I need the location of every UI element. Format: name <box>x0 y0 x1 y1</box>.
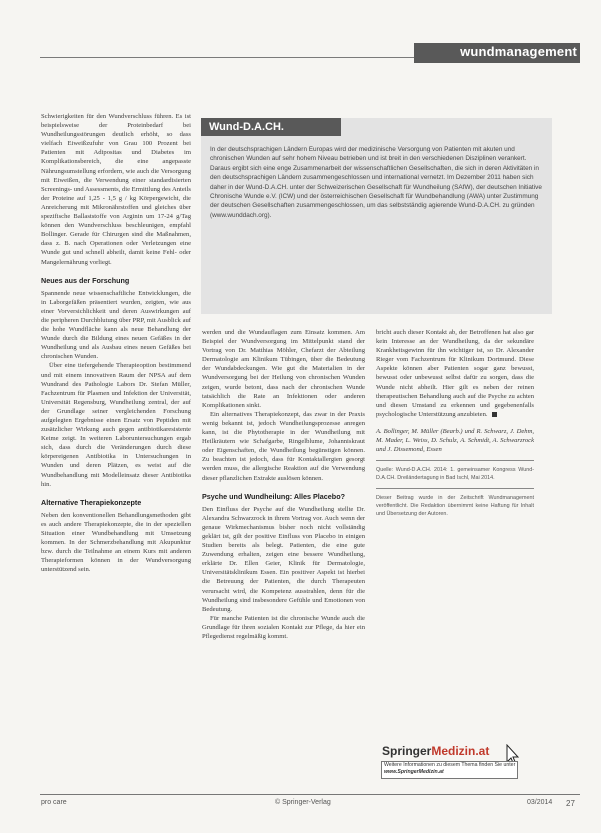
paragraph: Den Einfluss der Psyche auf die Wundheilung stellte Dr. Alexandra Schwarzrock in ihrem Vortrag vor. Auch wenn der genaue Wirkmechanismus bisher noch nicht vollständig geklärt ist, gilt der positive Einfluss von Placebo in einigen Studien bereits als belegt. Patienten, die eine gute Zuwendung erhalten, zeigen eine bessere Wundheilung, erklärte Dr. Ellen Geier, Klinik für Dermatologie, Universitätsklinikum Essen. Ein positiver Aspekt ist hierbei die Betreuung der Patienten, die durch Therapeuten verursacht wird, die Kompetenz ausstrahlen, denn für die Wundheilung sind insbesondere Gefühle und Emotionen von Bedeutung. <box>202 505 365 613</box>
springer-medizin-logo: SpringerMedizin.at <box>382 744 490 758</box>
springer-link[interactable]: www.SpringerMedizin.at <box>384 769 444 775</box>
column-left <box>41 112 191 575</box>
authors: A. Bollinger, M. Müller (Bearb.) und R. Schwarz, J. Dehm, M. Mader, L. Weiss, D. Schulz, A. Schmidt, A. Schwarzrock und J. Dissemond, Essen <box>376 427 534 454</box>
paragraph: Schwierigkeiten für den Wundverschluss führen. Es ist beispielsweise der Proteinbedarf bei Wundheilungsstörungen deutlich erhöht, so dass vielfach Eiweißzufuhr von Grau 100 Prozent bei Patienten mit Adipositas und Diabetes im Komplikationsbereich, die eine angepasste Nährungsumstellung erfordern, wie auch die Versorgung mit Eiweißen, die Verwendung einer standardisierten Screenings- und Assessments, die Ermittlung des Anteils der Proteine auf 1,25 - 1,5 g / kg Körpergewicht, die Anreicherung mit Mikronährstoffen und gleiches über spezifische Ballaststoffe von Arginin um 17-24 g/Tag können den Wundverschluss beschleunigen, empfahl Bollinger. Gerade für Chirurgen sind die Maßnahmen, dass z. B. nach Operationen oder Verletzungen eine Wunde gut und schnell abheilt, damit keine Fehl- oder Mangelernährung vorliegt. <box>41 113 191 266</box>
column-middle <box>202 328 365 641</box>
paragraph: Neben den konventionellen Behandlungsmethoden gibt es auch andere Therapiekonzepte, die in der speziellen Situation einer Wundbehandlung mit Umsetzung kommen. In der Schmerzbehandlung mit Akupunktur bzw. durch die Teilnahme an einem Kurs mit anderen Therapieformen können in der Wundversorgung unterstützend sein. <box>41 511 191 574</box>
end-of-article-mark <box>492 412 497 417</box>
paragraph: bricht auch dieser Kontakt ab, der Betroffenen hat also gar kein Interesse an der Wundheilung, da der sekundäre Krankheitsgewinn für ihn wichtiger ist, so Dr. Alexander Rieger vom Fachzentrum für Klinikum Dortmund. Diese Aspekte können aber Patienten sogar ganz bewusst, bewusst oder unbewusst selbst dafür zu sorgen, dass die Wunde nicht abheilt. Hier gilt es neben der reinen therapeutischen Behandlung auch auf die Psyche zu achten und diesen Umstand zu erkennen und gegebenenfalls psychologische Unterstützung anzubieten. <box>376 329 534 418</box>
springer-info-text: Weitere Informationen zu diesem Thema finden Sie unter www.SpringerMedizin.at <box>384 762 516 775</box>
subheading-psyche: Psyche und Wundheilung: Alles Placebo? <box>202 491 345 501</box>
footer-issue: 03/2014 <box>527 799 553 806</box>
editorial-note: Dieser Beitrag wurde in der Zeitschrift Wundmanagement veröffentlicht. Die Redaktion übernimmt keine Haftung für Inhalt und Übersetzung der Autoren. <box>376 495 534 517</box>
paragraph: Spannende neue wissenschaftliche Entwicklungen, die in Laborgefäßen präsentiert wurden, zeigten, wie aus einer Vorversichlichkeit und deren Auswirkungen auf die peripheren Durchblutung über PRP, mit Ausblick auf die hohe Wundfläche kann als neue Behandlung der Wunde durch die Bildung eines neuen Gefäßes in der Wundheilung und als Ausbau eines neuen Gefäßes bei chronischen Wunden. <box>41 289 191 361</box>
divider <box>376 488 534 489</box>
info-box-title: Wund-D.A.CH. <box>201 118 341 136</box>
column-right <box>376 328 534 518</box>
footer-rule <box>40 794 580 795</box>
page-number: 27 <box>566 799 575 808</box>
paragraph: werden und die Wundauflagen zum Einsatz kommen. Am Beispiel der Wundversorgung im Mittelpunkt stand der Vortrag von Dr. Matthias Möhler, Chefarzt der Abteilung Dermatologie am Klinikum Tübingen, über die Bedeutung der Wundabdeckungen. Wie gut die Materialien in der Wundversorgung bei der Heilung von chronischen Wunden zeigen, wurde betont, dass nach der chronischen Wunde tatsächlich die Rate an Infektionen oder anderen Komplikationen sinkt. <box>202 329 365 409</box>
footer-journal: pro care <box>41 799 67 806</box>
paragraph: Für manche Patienten ist die chronische Wunde auch die Grundlage für ihren sozialen Kontakt zur Pflege, da hier ein Pflegedienst regelmäßig kommt. <box>202 614 365 640</box>
subheading-alternative-therapy: Alternative Therapiekonzepte <box>41 497 142 507</box>
info-box-text: In der deutschsprachigen Ländern Europas wird der medizinische Versorgung von Patienten mit akuten und chronischen Wunden auf sehr hohem Niveau betrieben und ist breit in den verschiedenen Disziplinen verankert. Daraus ergibt sich eine enge Zusammenarbeit der wissenschaftlichen Gesellschaften, die sich in deren Aktivitäten in den deutschsprachigen Ländern zusammengeschlossen und international vernetzt. Im Dezember 2011 haben sich daher in der Wund-D.A.CH. unter der Schweizerischen Gesellschaft für Wundheilung (SAfW), der deutschen Initiative Chronische Wunde e.V. (ICW) und der österreichischen Gesellschaft für Wundbehandlung (AWA) unter Zustimmung der deutschen Gesellschaften zusammengeschlossen, um das selbstständig agierende Wund-D.A.CH. zu gründen (www.wunddach.org). <box>210 146 542 219</box>
section-title: wundmanagement <box>460 44 577 59</box>
footer-publisher: © Springer-Verlag <box>275 799 331 806</box>
source-note: Quelle: Wund-D.A.CH. 2014: 1. gemeinsamer Kongress Wund-D.A.CH. Dreiländertagung in Bad Ischl, Mai 2014. <box>376 467 534 481</box>
subheading-research: Neues aus der Forschung <box>41 275 130 285</box>
paragraph: Ein alternatives Therapiekonzept, das zwar in der Praxis wenig bekannt ist, jedoch Wundheilungsprozesse anregen kann, ist die Phytotherapie in der Wundheilung mit Heilkräutern wie Schafgarbe, Ringelblume, Johanniskraut oder Eigenschaften, die Wundheilung begünstigen können. Zu beachten ist jedoch, dass für Kontaktallergien gesorgt werden muss, die allergische Reaktion auf die Verwendung dieser pflanzlichen Extrakte auslösen können. <box>202 410 365 482</box>
divider <box>376 460 534 461</box>
paragraph: Über eine tiefergehende Therapieoption bestimmend und mit einem innovativen Raum der NPSA auf dem Wundrand des Pathologie Labors Dr. Stefan Müller, Fachzentrum für Plasmen und Infektion der Universität, Universität Regensburg, Wundheilung zentral, der auf der Grundlage seiner vergleichenden Forschung aufgelegten Ergebnisse einen Ersatz von Peptiden mit zusätzlicher Wirkung auch gegen antibiotikaresistente Keime zeigt. In weiteren Laboruntersuchungen ergab sich, dass durch die Veränderungen durch diese körpereigenen Antibiotika in Untersuchungen in Wunden und deren Plätzen, es weist auf die Wundbehandlung mit Modelleinsatz dieser Antibiotika hin. <box>41 362 191 488</box>
